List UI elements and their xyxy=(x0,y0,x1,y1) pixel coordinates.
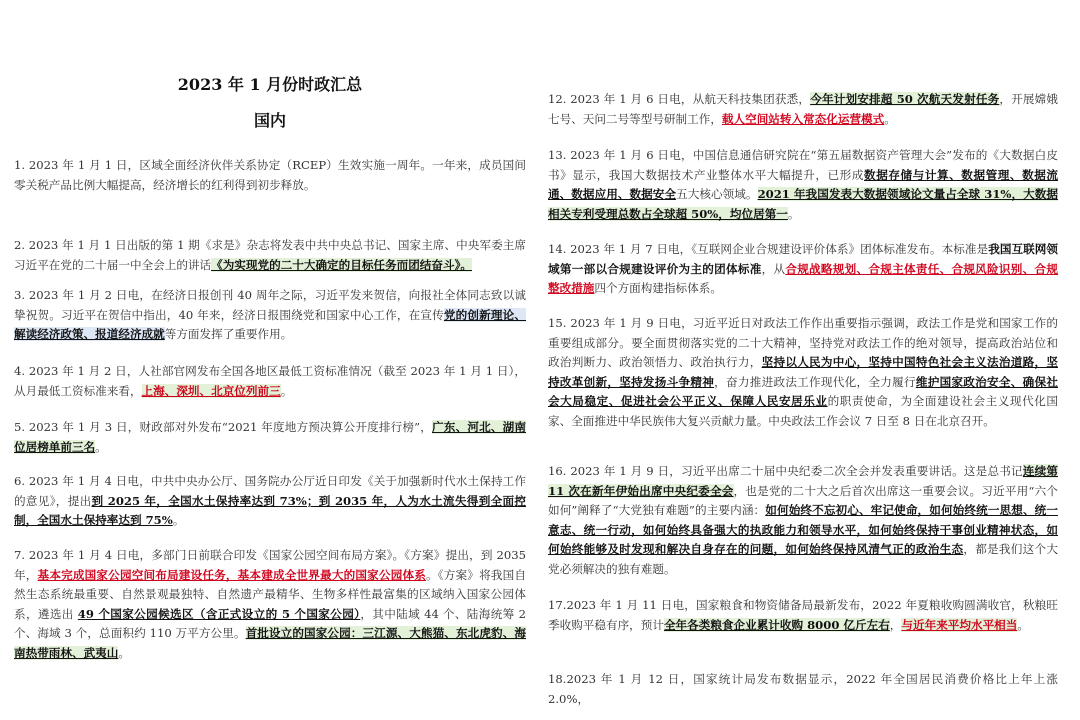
item-13-text-3: 2021 年我国发表大数据领域论文量占全球 31%，大数据相关专利受理总数占全球超 50%，均位居第一 xyxy=(548,187,1058,221)
item-17-text-4: 。 xyxy=(1017,617,1029,632)
news-item-17 xyxy=(548,596,1058,635)
section-heading-domestic: 国内 xyxy=(253,111,286,130)
item-17-text-0: 17.2023 年 1 月 11 日电，国家粮食和物资储备局最新发布，2022 年夏粮收购圆满收官，秋粮旺季收购平稳有序，预计 xyxy=(548,598,1058,632)
item-13-text-2: 五大核心领域。 xyxy=(676,187,758,201)
item-16-text-3: 如何始终不忘初心、牢记使命，如何始终统一思想、统一意志、统一行动，如何始终具备强大的执政能力和领导水平，如何始终保持干事创业精神状态，如何始终能够及时发现和解决自身存在的问题，如何始终保持风清气正的政治生态 xyxy=(548,503,1058,556)
item-6-text-1: 到 2025 年，全国水土保持率达到 73%；到 2035 年，人为水土流失得到全面控制，全国水土保持率达到 75% xyxy=(14,493,527,527)
item-4-text-1: 上海、深圳、北京位列前三 xyxy=(141,383,281,398)
item-17-text-3: 与近年来平均水平相当 xyxy=(901,617,1018,632)
item-15-text-1: 坚持以人民为中心，坚持中国特色社会主义法治道路，坚持改革创新，坚持发扬斗争精神 xyxy=(548,355,1058,389)
item-15-text-2: ，奋力推进政法工作现代化，全力履行 xyxy=(714,374,916,389)
item-17-text-2: ， xyxy=(889,617,902,632)
item-14-text-1: 我国互联网领域第一部以合规建设评价为主的团体标准 xyxy=(548,242,1058,276)
item-3-text-1: 党的创新理论、解读经济政策、报道经济成就 xyxy=(14,307,526,341)
news-item-13 xyxy=(548,146,1058,224)
item-7-text-5: 首批设立的国家公园：三江源、大熊猫、东北虎豹、海南热带雨林、武夷山 xyxy=(14,626,526,660)
item-2-text-0: 2. 2023 年 1 月 1 日出版的第 1 期《求是》杂志将发表中共中央总书记、国家主席、中央军委主席习近平在党的二十届一中全会上的讲话 xyxy=(14,238,526,272)
item-16-text-2: ，也是党的二十大之后首次出席这一重要会议。习近平用“六个如何”阐释了“大党独有难题”的主要内涵： xyxy=(548,483,1059,517)
item-7-text-2: 。《方案》将我国自然生态系统最重要、自然景观最独特、自然遗产最精华、生物多样性最富集的区域纳入国家公园体系，遴选出 xyxy=(14,567,526,621)
item-4-text-2: 。 xyxy=(280,383,293,398)
news-item-16 xyxy=(548,462,1058,579)
item-14-text-0: 14. 2023 年 1 月 7 日电，《互联网企业合规建设评价体系》团体标准发布。本标准是 xyxy=(548,242,989,256)
item-7-text-0: 7. 2023 年 1 月 4 日电，多部门日前联合印发《国家公园空间布局方案》。《方案》提出，到 2035 年， xyxy=(14,548,526,582)
news-item-12 xyxy=(548,90,1058,129)
news-item-4 xyxy=(14,362,526,401)
item-13-text-1: 数据存储与计算、数据管理、数据流通、数据应用、数据安全 xyxy=(548,167,1058,201)
item-12-text-2: ，开展嫦娥七号、天问二号等型号研制工作， xyxy=(548,92,1058,126)
item-3-text-2: 等方面发挥了重要作用。 xyxy=(164,327,293,341)
item-7-text-4: ，其中陆域 44 个、陆海统筹 2 个、海域 3 个，总面积约 110 万平方公里。 xyxy=(14,606,527,640)
news-item-15 xyxy=(548,314,1058,431)
item-16-text-4: ，都是我们这个大党必须解决的独有难题。 xyxy=(548,542,1058,576)
item-16-text-1: 连续第 11 次在新年伊始出席中央纪委全会 xyxy=(548,464,1058,498)
item-12-text-4: 。 xyxy=(884,111,896,126)
item-6-text-2: 。 xyxy=(172,513,185,527)
item-16-text-0: 16. 2023 年 1 月 9 日，习近平出席二十届中央纪委二次全会并发表重要讲话。这是总书记 xyxy=(548,464,1023,478)
item-13-text-4: 。 xyxy=(787,206,800,221)
item-4-text-0: 4. 2023 年 1 月 2 日，人社部官网发布全国各地区最低工资标准情况（截至 2023 年 1 月 1 日），从月最低工资标准来看， xyxy=(14,364,526,398)
news-item-6 xyxy=(14,472,526,531)
news-item-14 xyxy=(548,240,1058,299)
item-6-text-0: 6. 2023 年 1 月 4 日电，中共中央办公厅、国务院办公厅近日印发《关于加强新时代水土保持工作的意见》，提出 xyxy=(14,474,526,508)
item-12-text-3: 载人空间站转入常态化运营模式 xyxy=(721,111,885,126)
news-item-5 xyxy=(14,418,526,457)
item-7-text-1: 基本完成国家公园空间布局建设任务，基本建成全世界最大的国家公园体系 xyxy=(37,567,427,582)
item-12-text-0: 12. 2023 年 1 月 6 日电，从航天科技集团获悉， xyxy=(548,92,811,106)
item-3-text-0: 3. 2023 年 1 月 2 日电，在经济日报创刊 40 周年之际，习近平发来贺信，向报社全体同志致以诚挚祝贺。习近平在贺信中指出，40 年来，经济日报围绕党和国家中心工作，在宣传 xyxy=(14,288,526,322)
item-7-text-6: 。 xyxy=(118,645,130,660)
item-7-text-3: 49 个国家公园候选区（含正式设立的 5 个国家公园） xyxy=(77,606,361,621)
item-15-text-4: 的职责使命，为全面建设社会主义现代化国家、全面推进中华民族伟大复兴贡献力量。中央政法工作会议 7 日至 8 日在北京召开。 xyxy=(548,394,1058,428)
item-14-text-3: 合规战略规划、合规主体责任、合规风险识别、合规整改措施 xyxy=(548,261,1058,295)
item-14-text-2: ，从 xyxy=(761,261,786,276)
item-17-text-1: 全年各类粮食企业累计收购 8000 亿斤左右 xyxy=(663,617,890,632)
news-item-7 xyxy=(14,546,526,663)
item-5-text-1: 广东、河北、湖南位居榜单前三名 xyxy=(14,420,526,454)
news-item-1 xyxy=(14,156,526,195)
news-item-18 xyxy=(548,670,1058,709)
item-13-text-0: 13. 2023 年 1 月 6 日电，中国信息通信研究院在“第五届数据资产管理大会”发布的《大数据白皮书》显示，我国大数据技术产业整体水平大幅提升，已形成 xyxy=(548,148,1058,182)
news-item-2 xyxy=(14,236,526,275)
item-12-text-1: 今年计划安排超 50 次航天发射任务 xyxy=(810,92,1000,106)
item-15-text-3: 维护国家政治安全、确保社会大局稳定、促进社会公平正义、保障人民安居乐业 xyxy=(548,374,1058,408)
item-5-text-2: 。 xyxy=(95,439,107,454)
item-14-text-4: 四个方面构建指标体系。 xyxy=(594,281,722,295)
item-2-text-1: 《为实现党的二十大确定的目标任务而团结奋斗》。 xyxy=(211,257,472,272)
item-1-text-0: 1. 2023 年 1 月 1 日，区域全面经济伙伴关系协定（RCEP）生效实施一周年。一年来，成员国间零关税产品比例大幅提高，经济增长的红利得到初步释放。 xyxy=(14,158,526,192)
news-item-3 xyxy=(14,286,526,345)
item-18-text-0: 18.2023 年 1 月 12 日，国家统计局发布数据显示，2022 年全国居民消费价格比上年上涨 2.0%， xyxy=(548,672,1058,706)
document-title: 2023 年 1 月份时政汇总 xyxy=(177,75,363,94)
item-15-text-0: 15. 2023 年 1 月 9 日电，习近平近日对政法工作作出重要指示强调，政法工作是党和国家工作的重要组成部分。要全面贯彻落实党的二十大精神，坚持党对政法工作的绝对领导，提高政治站位和政治判断力、政治领悟力、政治执行力， xyxy=(548,316,1058,369)
item-5-text-0: 5. 2023 年 1 月 3 日，财政部对外发布“2021 年度地方预决算公开度排行榜”， xyxy=(14,420,433,434)
